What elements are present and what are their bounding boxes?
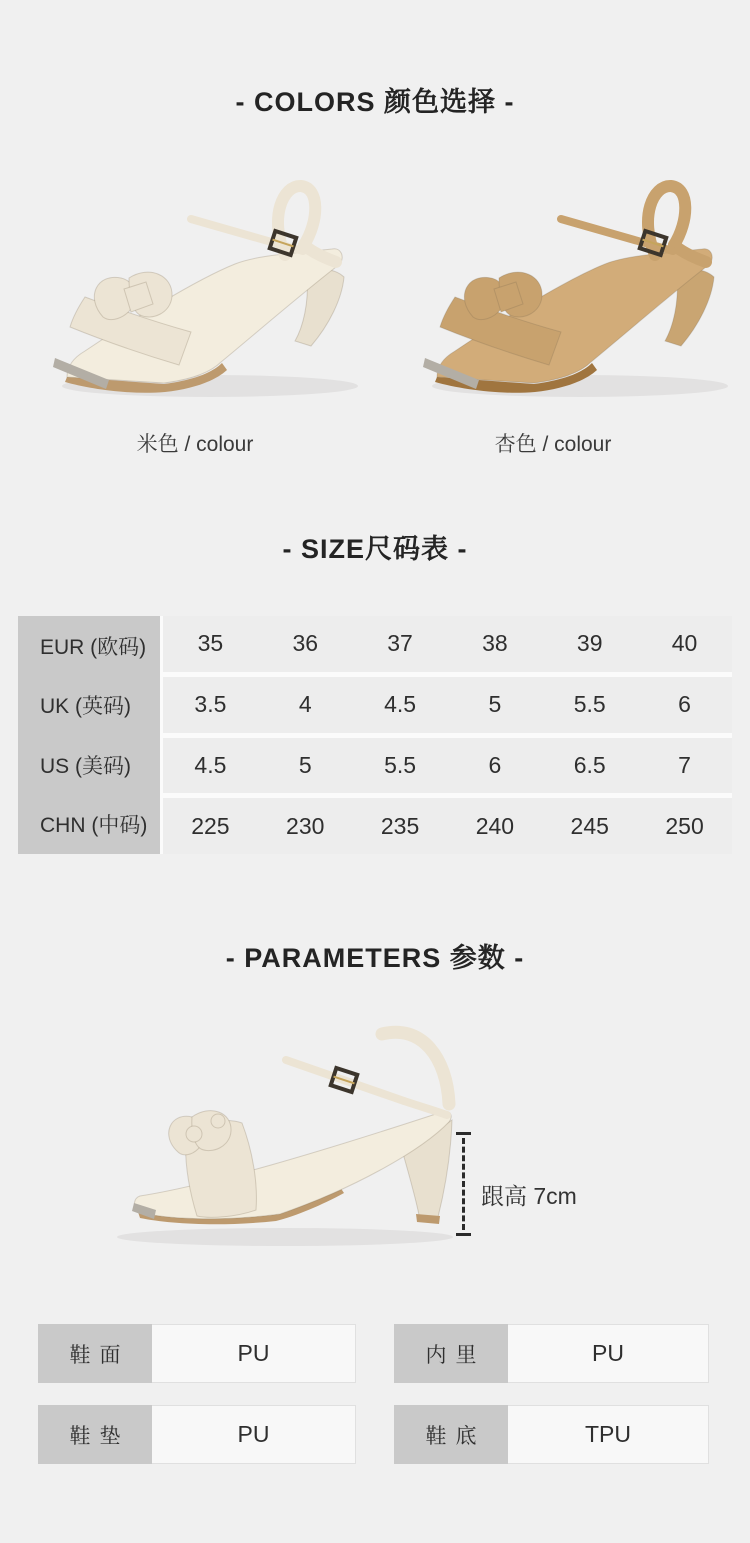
spec-label: 鞋底 [394, 1405, 508, 1464]
size-cell: 4 [258, 677, 353, 733]
measure-dashed-line [462, 1138, 465, 1230]
color-option-label-apricot: 杏色 / colour [494, 433, 612, 456]
size-row-us [163, 738, 732, 794]
heel-height-label: 跟高 7cm [481, 1183, 577, 1209]
spec-row-insole [38, 1405, 356, 1464]
size-row-label-chn: CHN (中码) [40, 814, 148, 838]
spec-value: TPU [508, 1405, 709, 1464]
size-row-chn [163, 798, 732, 854]
measure-cap-top [456, 1132, 471, 1135]
size-row-label-us: US (美码) [40, 754, 131, 778]
spec-row-upper [38, 1324, 356, 1383]
size-cell: 230 [258, 798, 353, 854]
size-cell: 6 [447, 738, 542, 794]
ankle-straps [191, 186, 336, 262]
size-cell: 5 [447, 677, 542, 733]
size-cell: 38 [447, 616, 542, 672]
spec-label: 鞋面 [38, 1324, 152, 1383]
size-cell: 235 [353, 798, 448, 854]
size-cell: 7 [637, 738, 732, 794]
bow [94, 272, 172, 319]
shoe-shadow [117, 1228, 453, 1246]
size-cell: 5 [258, 738, 353, 794]
size-row-eur [163, 616, 732, 672]
spec-value: PU [152, 1324, 356, 1383]
size-cell: 225 [163, 798, 258, 854]
size-cell: 5.5 [353, 738, 448, 794]
spec-row-lining [394, 1324, 709, 1383]
size-cell: 3.5 [163, 677, 258, 733]
size-cell: 37 [353, 616, 448, 672]
size-chart-table [18, 616, 732, 854]
ankle-straps [286, 1060, 447, 1115]
size-row-label-eur: EUR (欧码) [40, 635, 147, 659]
colors-section-title: - COLORS 颜色选择 - [235, 87, 515, 117]
size-cell: 6 [637, 677, 732, 733]
parameters-section-title: - PARAMETERS 参数 - [225, 943, 525, 973]
spec-label: 鞋垫 [38, 1405, 152, 1464]
size-cell: 6.5 [542, 738, 637, 794]
sandal-photo-beige [45, 165, 375, 410]
ankle-straps [561, 186, 706, 262]
sandal-photo-apricot [415, 165, 745, 410]
size-cell: 40 [637, 616, 732, 672]
measure-cap-bottom [456, 1233, 471, 1236]
size-cell: 35 [163, 616, 258, 672]
size-cell: 5.5 [542, 677, 637, 733]
size-chart-label-column [18, 616, 160, 854]
size-cell: 4.5 [353, 677, 448, 733]
spec-value: PU [152, 1405, 356, 1464]
bow [464, 272, 542, 319]
spec-label: 内里 [394, 1324, 508, 1383]
spec-value: PU [508, 1324, 709, 1383]
size-cell: 4.5 [163, 738, 258, 794]
size-cell: 240 [447, 798, 542, 854]
size-cell: 39 [542, 616, 637, 672]
size-chart-values [163, 616, 732, 854]
sandal-photo-side-view [90, 1000, 470, 1260]
size-cell: 245 [542, 798, 637, 854]
size-row-uk [163, 677, 732, 733]
size-cell: 250 [637, 798, 732, 854]
size-section-title: - SIZE尺码表 - [282, 534, 468, 564]
size-cell: 36 [258, 616, 353, 672]
spec-row-outsole [394, 1405, 709, 1464]
heel-height-measure-line [452, 1132, 474, 1236]
color-option-label-beige: 米色 / colour [136, 433, 254, 456]
size-row-label-uk: UK (英码) [40, 695, 131, 719]
